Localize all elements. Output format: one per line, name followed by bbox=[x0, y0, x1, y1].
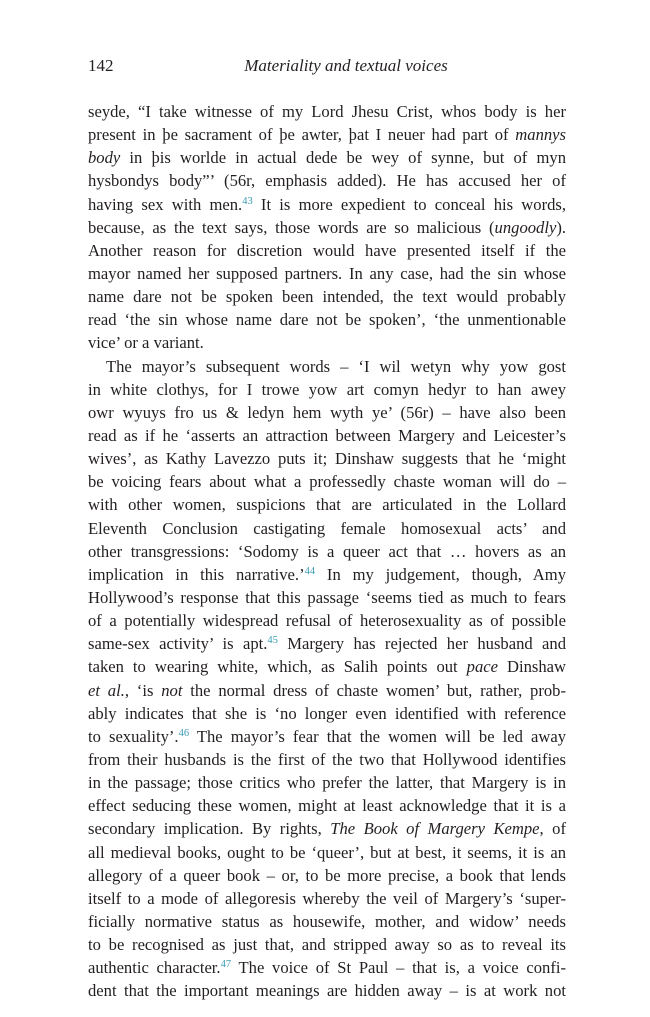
text-run: having sex with men. bbox=[88, 194, 243, 214]
italic-text: mannys bbox=[515, 125, 566, 145]
text-run: Another reason for discretion would have presented itself if the bbox=[88, 240, 566, 260]
text-run: ably indicates that she is ‘no longer even identified with reference bbox=[88, 703, 566, 723]
italic-text: ungoodly bbox=[494, 217, 557, 237]
text-line bbox=[88, 447, 566, 470]
text-line bbox=[88, 262, 566, 285]
text-line bbox=[88, 100, 566, 123]
italic-text: The Book of Margery Kempe bbox=[330, 819, 540, 839]
text-run: mayor named her supposed partners. In any case, had the sin whose bbox=[88, 263, 566, 283]
text-run: taken to wearing white, which, as Salih points out bbox=[88, 657, 467, 677]
text-line bbox=[88, 702, 566, 725]
text-run: ficially normative status as housewife, mother, and widow’ needs bbox=[88, 911, 566, 931]
text-run: It is more expedient to conceal his words, bbox=[252, 194, 566, 214]
text-run: to sexuality’. bbox=[88, 726, 179, 746]
text-run: effect seducing these women, might at least acknowledge that it is a bbox=[88, 796, 566, 816]
text-run: read as if he ‘asserts an attraction between Margery and Leicester’s bbox=[88, 425, 566, 445]
running-title: Materiality and textual voices bbox=[244, 56, 448, 75]
text-line bbox=[88, 540, 566, 563]
note-reference: 43 bbox=[242, 195, 253, 207]
italic-text: not bbox=[161, 680, 183, 700]
text-line bbox=[88, 517, 566, 540]
text-run: authentic character. bbox=[88, 958, 221, 978]
text-run: other transgressions: ‘Sodomy is a queer act that … hovers as an bbox=[88, 541, 566, 561]
text-line bbox=[88, 725, 566, 748]
note-reference: 45 bbox=[267, 635, 278, 647]
text-run: the normal dress of chaste women’ but, rather, prob- bbox=[182, 680, 566, 700]
text-run: be voicing fears about what a professedly chaste woman will do – bbox=[88, 472, 566, 492]
text-line bbox=[88, 470, 566, 493]
italic-text: body bbox=[88, 148, 121, 168]
text-run: same-sex activity’ is apt. bbox=[88, 634, 268, 654]
text-run: allegory of a queer book – or, to be more precise, a book that lends bbox=[88, 865, 566, 885]
text-run: Hollywood’s response that this passage ‘seems tied as much to fears bbox=[88, 587, 566, 607]
text-line bbox=[88, 401, 566, 424]
text-run: hysbondys body”’ (56r, emphasis added). He has accused her of bbox=[88, 171, 566, 191]
text-line bbox=[88, 841, 566, 864]
text-run: in white clothys, for I trowe yow art comyn hedyr to han awey bbox=[88, 379, 566, 399]
text-line bbox=[88, 123, 566, 146]
body-text bbox=[88, 100, 566, 1002]
italic-text: pace bbox=[466, 657, 498, 677]
text-run: because, as the text says, those words are so malicious ( bbox=[88, 217, 495, 237]
note-reference: 47 bbox=[220, 959, 232, 971]
text-run: name dare not be spoken been intended, the text would probably bbox=[88, 287, 566, 307]
text-line bbox=[88, 632, 566, 655]
running-head bbox=[88, 56, 566, 80]
text-line bbox=[88, 308, 566, 331]
text-line bbox=[88, 748, 566, 771]
text-line bbox=[88, 864, 566, 887]
text-run: itself to a mode of allegoresis whereby the veil of Margery’s ‘super- bbox=[88, 888, 566, 908]
text-line bbox=[88, 887, 566, 910]
note-reference: 46 bbox=[178, 727, 190, 739]
text-run: seyde, “I take witnesse of my Lord Jhesu Crist, whos body is her bbox=[88, 102, 566, 121]
text-run: in þis worlde in actual dede be wey of synne, but of myn bbox=[120, 148, 566, 168]
italic-text: et al. bbox=[88, 680, 125, 700]
text-run: wives’, as Kathy Lavezzo puts it; Dinshaw suggests that he ‘might bbox=[88, 449, 566, 469]
text-line bbox=[88, 239, 566, 262]
text-run: Margery has rejected her husband and bbox=[277, 634, 566, 654]
text-run: Dinshaw bbox=[498, 657, 566, 677]
text-run: , of bbox=[539, 819, 566, 839]
text-run: to be recognised as just that, and stripped away so as to reveal its bbox=[88, 935, 566, 955]
text-line bbox=[88, 378, 566, 401]
text-run: Eleventh Conclusion castigating female homosexual acts’ and bbox=[88, 518, 566, 538]
text-run: The mayor’s fear that the women will be led away bbox=[189, 726, 566, 746]
text-line bbox=[88, 910, 566, 933]
text-line bbox=[88, 355, 566, 378]
text-line bbox=[88, 655, 566, 678]
text-run: with other women, suspicions that are articulated in the Lollard bbox=[88, 495, 566, 515]
text-line bbox=[88, 493, 566, 516]
text-line bbox=[88, 956, 566, 979]
text-run: in the passage; those critics who prefer the latter, that Margery is in bbox=[88, 773, 566, 793]
text-line bbox=[88, 331, 566, 354]
text-run: from their husbands is the first of the two that Hollywood identifies bbox=[88, 749, 566, 769]
text-line bbox=[88, 794, 566, 817]
text-run: read ‘the sin whose name dare not be spoken’, ‘the unmentionable bbox=[88, 310, 566, 330]
text-line bbox=[88, 609, 566, 632]
text-line bbox=[88, 771, 566, 794]
text-line bbox=[88, 169, 566, 192]
text-line bbox=[88, 216, 566, 239]
text-line bbox=[88, 933, 566, 956]
text-run: , ‘is bbox=[124, 680, 162, 700]
page-number: 142 bbox=[88, 56, 114, 75]
text-run: ). bbox=[556, 217, 566, 237]
text-line bbox=[88, 679, 566, 702]
text-line bbox=[88, 817, 566, 840]
text-run: In my judgement, though, Amy bbox=[315, 564, 566, 584]
text-run: of a potentially widespread refusal of heterosexuality as of possible bbox=[88, 611, 566, 631]
text-line bbox=[88, 424, 566, 447]
text-run: all medieval books, ought to be ‘queer’, but at best, it seems, it is an bbox=[88, 842, 566, 862]
text-run: present in þe sacrament of þe awter, þat I neuer had part of bbox=[88, 125, 516, 145]
text-run: dent that the important meanings are hidden away – is at work not bbox=[88, 981, 566, 1001]
text-run: The mayor’s subsequent words – ‘I wil wetyn why yow gost bbox=[106, 356, 566, 376]
text-line bbox=[88, 193, 566, 216]
text-run: implication in this narrative.’ bbox=[88, 564, 305, 584]
text-line bbox=[88, 586, 566, 609]
text-line bbox=[88, 563, 566, 586]
note-reference: 44 bbox=[304, 565, 316, 577]
text-run: vice’ or a variant. bbox=[88, 333, 204, 353]
text-line bbox=[88, 285, 566, 308]
text-run: secondary implication. By rights, bbox=[88, 819, 331, 839]
text-run: The voice of St Paul – that is, a voice confi- bbox=[231, 958, 567, 978]
text-line bbox=[88, 979, 566, 1002]
text-run: owr wyuys fro us & ledyn hem wyth ye’ (56r) – have also been bbox=[88, 402, 566, 422]
text-line bbox=[88, 146, 566, 169]
